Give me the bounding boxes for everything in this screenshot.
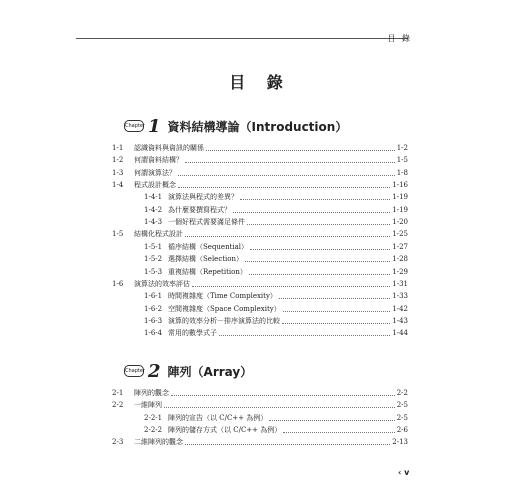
- entry-label: 陣列的宣告（以 C/C++ 為例）: [168, 413, 268, 422]
- chapter-title: 資料結構導論（Introduction）: [167, 119, 348, 134]
- entry-number: 1-6-3: [144, 316, 163, 325]
- entry-number: 1-1: [112, 144, 124, 152]
- chapter-number: 2: [148, 360, 161, 382]
- toc-entry[interactable]: [112, 189, 408, 202]
- entry-number: 1-4-2: [144, 205, 163, 214]
- entry-page: 1-33: [392, 292, 408, 301]
- entry-number: 1-3: [112, 168, 124, 177]
- dot-leader: [279, 298, 390, 299]
- entry-label: 空間複雜度（Space Complexity）: [168, 304, 281, 313]
- entry-page: 1-19: [392, 205, 408, 214]
- dot-leader: [283, 311, 391, 312]
- entry-number: 1-5-3: [144, 267, 163, 276]
- entry-number: 1-6-2: [144, 304, 163, 313]
- chapter-badge-icon: Chapter: [124, 120, 144, 132]
- entry-label: 二維陣列的觀念: [134, 438, 183, 447]
- entry-page: 1-19: [392, 193, 408, 202]
- entry-label: 常用的數學式子: [168, 329, 217, 338]
- toc-entry[interactable]: [112, 276, 408, 289]
- entry-label: 重複結構（Repetition）: [168, 267, 247, 276]
- entry-number: 2-3: [112, 438, 124, 447]
- entry-page: 1-31: [392, 279, 408, 288]
- toc-entry[interactable]: [112, 434, 408, 447]
- entry-label: 陣列的觀念: [134, 389, 169, 397]
- dot-leader: [192, 286, 390, 287]
- entry-page: 1-20: [392, 218, 408, 227]
- entry-number: 2-2: [112, 401, 124, 410]
- chapter-title: 陣列（Array）: [167, 364, 253, 379]
- entry-number: 1-6: [112, 279, 124, 288]
- toc-entry[interactable]: [112, 251, 408, 264]
- dot-leader: [185, 162, 395, 163]
- dot-leader: [250, 249, 390, 250]
- dot-leader: [247, 224, 390, 225]
- toc-entry[interactable]: [112, 313, 408, 326]
- toc-entry[interactable]: [112, 214, 408, 227]
- entry-label: 演算法的效率評估: [134, 279, 190, 288]
- entry-number: 1-5-1: [144, 242, 163, 251]
- toc-entry[interactable]: [112, 152, 408, 165]
- entry-number: 1-6-1: [144, 292, 163, 301]
- chapter-heading-2: [124, 360, 252, 382]
- toc-entry[interactable]: [112, 165, 408, 178]
- entry-label: 結構化程式設計: [134, 230, 183, 239]
- entry-label: 何謂資料結構？: [134, 156, 183, 165]
- entry-number: 1-5: [112, 230, 124, 239]
- entry-label: 認識資料與資訊的關係: [134, 144, 204, 152]
- entry-number: 1-2: [112, 156, 124, 165]
- dot-leader: [206, 150, 395, 151]
- toc-entry[interactable]: [112, 288, 408, 301]
- dot-leader: [249, 274, 390, 275]
- entry-page: 1-44: [392, 329, 408, 338]
- entry-label: 時間複雜度（Time Complexity）: [168, 292, 277, 301]
- entry-number: 2-2-2: [144, 426, 163, 435]
- toc-entry[interactable]: [112, 301, 408, 314]
- entry-number: 1-4-1: [144, 193, 163, 202]
- entry-page: 1-2: [396, 144, 408, 152]
- entry-page: 1-8: [396, 168, 408, 177]
- entry-page: 2-5: [396, 413, 408, 422]
- dot-leader: [233, 212, 390, 213]
- dot-leader: [219, 335, 390, 336]
- entry-page: 1-29: [392, 267, 408, 276]
- entry-page: 1-42: [392, 304, 408, 313]
- toc-entry[interactable]: [112, 177, 408, 190]
- entry-label: 選擇結構（Selection）: [168, 255, 244, 264]
- entry-page: 2-2: [396, 389, 408, 397]
- toc-entry[interactable]: [112, 264, 408, 277]
- dot-leader: [269, 420, 394, 421]
- entry-label: 一維陣列: [134, 401, 162, 410]
- entry-label: 一個好程式需要滿足條件: [168, 218, 245, 227]
- entry-page: 2-13: [392, 438, 408, 447]
- entry-page: 1-5: [396, 156, 408, 165]
- entry-page: 2-6: [396, 426, 408, 435]
- chapter-number: 1: [148, 115, 161, 137]
- page-number: ‹ v: [398, 468, 410, 477]
- dot-leader: [185, 444, 390, 445]
- entry-number: 1-4: [112, 181, 124, 190]
- running-head-rule: [76, 38, 408, 39]
- entry-number: 1-6-4: [144, 329, 163, 338]
- toc-entry[interactable]: [112, 325, 408, 338]
- dot-leader: [178, 175, 395, 176]
- entry-page: 1-25: [392, 230, 408, 239]
- dot-leader: [282, 323, 390, 324]
- dot-leader: [178, 187, 390, 188]
- entry-page: 1-28: [392, 255, 408, 264]
- toc-entry[interactable]: [112, 422, 408, 435]
- dot-leader: [164, 407, 395, 408]
- toc-entry[interactable]: [112, 385, 408, 398]
- dot-leader: [283, 432, 394, 433]
- entry-page: 1-27: [392, 242, 408, 251]
- toc-entry[interactable]: [112, 397, 408, 410]
- toc-entry[interactable]: [112, 239, 408, 252]
- entry-label: 演算法與程式的差異？: [168, 193, 238, 202]
- dot-leader: [245, 261, 390, 262]
- toc-entry[interactable]: [112, 140, 408, 153]
- entry-number: 1-5-2: [144, 255, 163, 264]
- entry-page: 1-43: [392, 316, 408, 325]
- dot-leader: [171, 395, 395, 396]
- toc-entry[interactable]: [112, 202, 408, 215]
- entry-number: 1-4-3: [144, 218, 163, 227]
- entry-page: 1-16: [392, 181, 408, 190]
- entry-label: 演算的效率分析－排序演算法的比較: [168, 316, 280, 325]
- page-title: 目 錄: [229, 73, 291, 92]
- dot-leader: [185, 236, 390, 237]
- toc-entry[interactable]: [112, 226, 408, 239]
- entry-label: 為什麼要撰寫程式？: [168, 205, 231, 214]
- entry-label: 何謂演算法？: [134, 168, 176, 177]
- entry-number: 2-1: [112, 389, 124, 397]
- entry-number: 2-2-1: [144, 413, 163, 422]
- chapter-heading-1: [124, 115, 347, 137]
- entry-label: 程式設計概念: [134, 181, 176, 190]
- running-head-label: 目 錄: [387, 34, 412, 43]
- entry-label: 陣列的儲存方式（以 C/C++ 為例）: [168, 426, 282, 435]
- entry-label: 循序結構（Sequential）: [168, 242, 249, 251]
- chapter-badge-icon: Chapter: [124, 365, 144, 377]
- dot-leader: [240, 199, 390, 200]
- toc-entry[interactable]: [112, 410, 408, 423]
- entry-page: 2-5: [396, 401, 408, 410]
